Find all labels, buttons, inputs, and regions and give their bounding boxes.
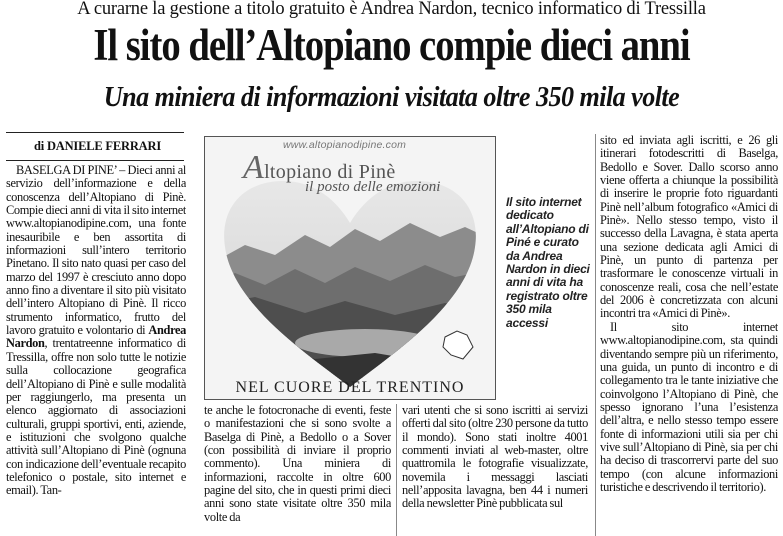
byline-rule-top [6, 132, 184, 133]
byline-rule-bottom [6, 160, 184, 161]
column-divider [595, 134, 596, 536]
photo-altopiano [204, 136, 496, 400]
photo-site-url: www.altopianodipine.com [283, 139, 407, 151]
headline: Il sito dell’Altopiano compie dieci anni [93, 20, 690, 70]
body-column-4 [600, 134, 778, 536]
body-text-3: vari utenti che si sono iscritti ai servizi offerti dal sito (oltre 230 persone da tutto il mondo). Sono stati inoltre 4001 commenti inviati al web-master, oltre quattromila le fotografie visualizzate, novemila i messaggi lasciati nell’apposita lavagna, ben 44 i numeri della newsletter Pinè pubblicata sul [402, 404, 588, 511]
photo-caption: Il sito internet dedicato all’Altopiano di Piné e curato da Andrea Nardon in dieci anni di vita ha registrato oltre 350 mila accessi [506, 195, 590, 330]
photo-slogan: il posto delle emozioni [305, 179, 441, 195]
body-text-1a: BASELGA DI PINE’ – Dieci anni al servizio dell’informazione e della conoscenza dell’Altopiano di Pinè. Compie dieci anni di vita il sito internet www.altopianodipine.com, una fonte inesauribile e ben assortita di informazioni sull’intero territorio Pinetano. Il sito nato quasi per caso del marzo del 1997 è cresciuto anno dopo anno fino a diventare il sito più visitato dell’intero Altopiano di Pinè. Il ricco strumento informatico, frutto del lavoro gratuito e volontario di [6, 164, 186, 338]
column-divider [396, 404, 397, 536]
body-column-2 [204, 404, 391, 536]
body-column-1 [6, 164, 186, 536]
body-text-4b: Il sito internet www.altopianodipine.com, sta quindi diventando sempre più un riferimento, una guida, un punto di incontro e di collegamento tra le tante iniziative che coinvolgono l’Altopiano di Pinè, che spesso ignorano l’una l’esistenza dell’altra, e nello stesso tempo essere fonte di informazioni utili sia per chi vive sull’Altopiano di Pinè, sia per chi ha deciso di trascorrervi parte del suo tempo (con alcune informazioni turistiche e descrivendo il territorio). [600, 319, 778, 494]
body-text-2: te anche le fotocronache di eventi, feste o manifestazioni che si sono svolte a Baselga di Pinè, a Bedollo o a Sover (con possibilità di inviare il proprio commento). Una miniera di informazioni, raccolte in oltre 600 pagine del sito, che in questi primi dieci anni sono state visitate oltre 350 mila volte da [204, 404, 391, 524]
kicker: A curarne la gestione a titolo gratuito è Andrea Nardon, tecnico informatico di Tressilla [77, 0, 706, 19]
photo-footer-text: NEL CUORE DEL TRENTINO [235, 379, 465, 396]
body-text-1b: , trentatreenne informatico di Tressilla, offre non solo tutte le notizie sulla collocazione geografica dell’Altopiano di Pinè e sulle modalità per raggiungerlo, ma presenta un elenco aggiornato di associazioni culturali, gruppi sportivi, enti, aziende, e istituzioni che svolgono qualche attività sull’Altopiano di Pinè (ognuna con indicazione dell’eventuale recapito telefonico o postale, sito internet e email). Tan- [6, 336, 186, 498]
byline: di DANIELE FERRARI [34, 139, 161, 153]
author-name: Andrea Nardon [6, 323, 186, 351]
photo-brand-title: Altopiano di Pinè [243, 149, 396, 186]
subheadline: Una miniera di informazioni visitata oltre 350 mila volte [103, 81, 680, 113]
body-text-4a: sito ed inviata agli iscritti, e 26 gli itinerari fotodescritti di Baselga, Bedollo e Sover. Dallo scorso anno viene offerta a chiunque la possibilità di inserire le proprie foto riguardanti Pinè nell’album fotografico «Amici di Pinè». Nello stesso tempo, visto il successo della Lavagna, è stata aperta una sezione dedicata agli Amici di Pinè, un punto di partenza per trasformare le conoscenze virtuali in conoscenze reali, cosa che nell’estate del 2006 è concretizzata con alcuni incontri tra «Amici di Pinè». [600, 134, 778, 321]
body-column-3 [402, 404, 588, 536]
